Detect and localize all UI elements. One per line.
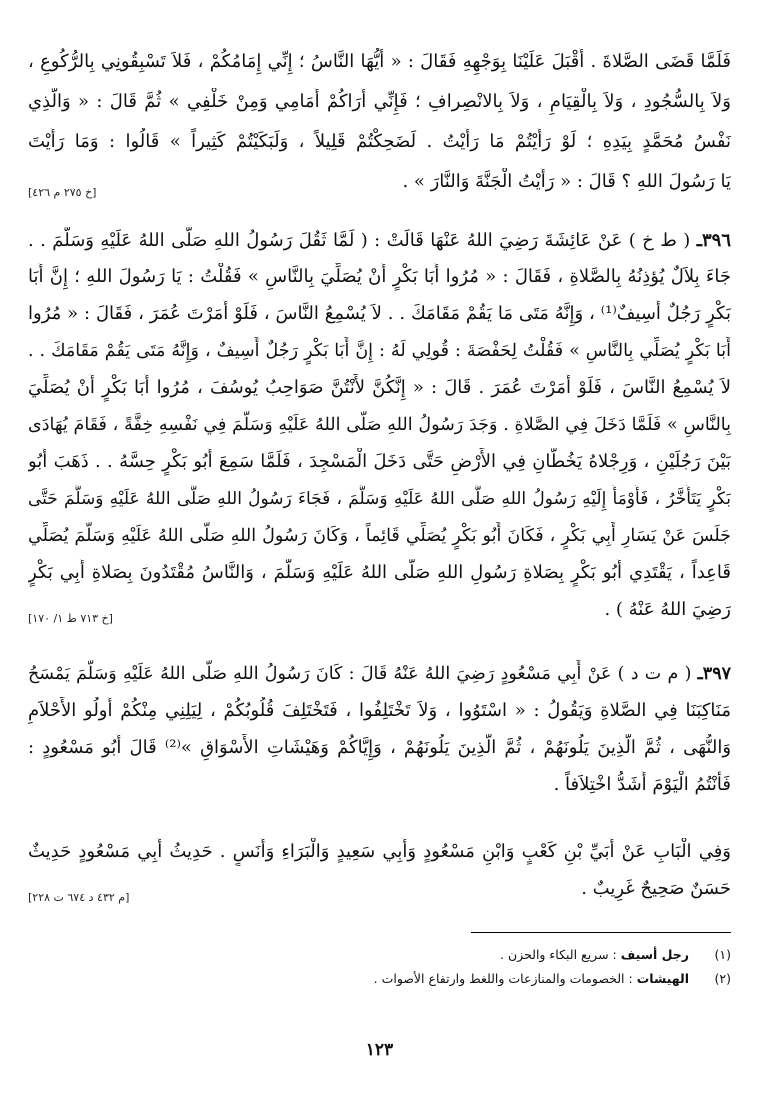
- text-span: ( ط خ ) عَنْ عَائِشَةَ رَضِيَ اللهُ عَنْهَا قَالَتْ : ( لَمَّا ثَقُلَ رَسُولُ اللهِ صَلَّى اللهُ عَلَيْهِ وَسَلَّمَ . .: [28, 230, 691, 251]
- text-line: جَاءَ بِلاَلٌ يُؤذِنُهُ بِالصَّلاةِ ، فَقَالَ : « مُرُوا أَبَا بَكْرٍ أَنْ يُصَلِّيَ بِالنَّاسِ » فَقُلْتُ : يَا رَسُولَ اللهِ ؛ إِنَّ أَبَا: [28, 266, 731, 287]
- hadith-397-first-line: [28, 660, 731, 688]
- footnote-number: (٢): [714, 971, 731, 986]
- text-line: رَضِيَ اللهُ عَنْهُ ) .: [604, 599, 731, 620]
- text-line: حَسَنٌ صَحِيحٌ غَرِيبٌ .: [581, 878, 731, 899]
- text-line: فَلَمَّا قَضَى الصَّلاةَ . أَقْبَلَ عَلَيْنَا بِوَجْهِهِ فَقَالَ : « أَيُّهَا النَّاسُ ؛ إِنِّي إِمَامُكُمْ ، فَلاَ تَسْبِقُونِي بِالرُّكُوعِ ،: [28, 51, 731, 72]
- text-line: بَكْرٍ يَتَأَخَّرُ ، فَأَوْمَأَ إِلَيْهِ رَسُولُ اللهِ صَلَّى اللهُ عَلَيْهِ وَسَلَّمَ ، فَجَاءَ رَسُولُ اللهِ صَلَّى اللهُ عَلَيْهِ وَسَلَّمَ حَتَّى: [28, 489, 731, 509]
- footnote-term: رجل أسيف: [620, 947, 689, 962]
- text-line: يَا رَسُولَ اللهِ ؟ قَالَ : « رَأَيْتُ الْجَنَّةَ وَالنَّارَ » .: [402, 171, 731, 192]
- footnote-number: (١): [714, 947, 731, 962]
- footnote-term: الهيشات: [636, 971, 689, 986]
- hadith-number: ٣٩٦ـ: [696, 230, 731, 251]
- footnote: [28, 946, 731, 964]
- hadith-396-first-line: [28, 227, 731, 255]
- text-line: مَنَاكِبَنَا فِي الصَّلاةِ وَيَقُولُ : « اسْتَوُوا ، وَلاَ تَخْتَلِفُوا ، فَتَخْتَلِفَ قُلُوبُكُمْ ، لِيَلِنِي مِنْكُمْ أُولُو الأَحْلاَمِ: [28, 700, 731, 721]
- footnote-separator: [471, 932, 731, 933]
- reference-citation: [م ٤٣٢ د ٦٧٤ ت ٢٢٨]: [28, 891, 130, 904]
- footnote-text: : الخصومات والمنازعات واللغط وارتفاع الأصوات .: [373, 971, 633, 986]
- text-line: قَاعِداً ، يَقْتَدِي أَبُو بَكْرٍ بِصَلاةِ رَسُولِ اللهِ صَلَّى اللهُ عَلَيْهِ وَسَلَّمَ ، وَالنَّاسُ مُقْتَدُونَ بِصَلاةِ أَبِي بَكْرٍ: [28, 562, 731, 583]
- hadith-number: ٣٩٧ـ: [697, 664, 731, 684]
- text-line: نَفْسُ مُحَمَّدٍ بِيَدِهِ ؛ لَوْ رَأَيْتُمْ مَا رَأَيْتُ . لَضَحِكْتُمْ قَلِيلاً ، وَلَبَكَيْتُمْ كَثِيراً » قَالُوا : وَمَا رَأَيْتَ: [28, 131, 731, 152]
- text-line: وَالنُّهَى ، ثُمَّ الَّذِينَ يَلُونَهُمْ ، ثُمَّ الَّذِينَ يَلُونَهُمْ ، وَإِيَّاكُمْ وَهَيْشَاتِ الأَسْوَاقِ »⁽²⁾ قَالَ أَبُو مَسْعُودٍ :: [28, 737, 731, 758]
- text-line: بَكْرٍ رَجُلٌ أَسِيفٌ⁽¹⁾ ، وَإِنَّهُ مَتَى مَا يَقُمْ مَقَامَكَ . . لاَ يُسْمِعُ النَّاسَ ، فَلَوْ أَمَرْتَ عُمَرَ ، فَقَالَ : « مُرُوا: [28, 303, 731, 324]
- text-line: بِالنَّاسِ » فَلَمَّا دَخَلَ فِي الصَّلاةِ . وَجَدَ رَسُولُ اللهِ صَلَّى اللهُ عَلَيْهِ وَسَلَّمَ فِي نَفْسِهِ خِفَّةً ، فَقَامَ يُهَادَى: [28, 415, 731, 435]
- reference-citation: [خ ٢٧٥ م ٤٢٦]: [28, 186, 97, 199]
- footnote-text: : سريع البكاء والحزن .: [500, 947, 617, 962]
- text-line: فَأَنْتُمُ الْيَوْمَ أَشَدُّ اخْتِلاَفاً .: [553, 774, 731, 795]
- text-span: ( م ت د ) عَنْ أَبِي مَسْعُودٍ رَضِيَ اللهُ عَنْهُ قَالَ : كَانَ رَسُولُ اللهِ صَلَّى اللهُ عَلَيْهِ وَسَلَّمَ يَمْسَحُ: [28, 664, 692, 684]
- footnote: [28, 970, 731, 988]
- reference-citation: [خ ٧١٣ ط ١/ ١٧٠]: [28, 612, 113, 625]
- text-line: وَفِي الْبَابِ عَنْ أُبَيِّ بْنِ كَعْبٍ وَابْنِ مَسْعُودٍ وَأَبِي سَعِيدٍ وَالْبَرَاءِ وَأَنَسٍ . حَدِيثُ أَبِي مَسْعُودٍ حَدِيثٌ: [28, 841, 731, 862]
- text-line: وَلاَ بِالسُّجُودِ ، وَلاَ بِالْقِيَامِ ، وَلاَ بِالانْصِرافِ ؛ فَإِنِّي أَرَاكُمْ أَمَامِي وَمِنْ خَلْفِي » ثُمَّ قَالَ : « وَالَّذِي: [28, 91, 731, 112]
- text-line: لاَ يُسْمِعُ النَّاسَ ، فَلَوْ أَمَرْتَ عُمَرَ . قَالَ : « إِنَّكُنَّ لأَنْتُنَّ صَوَاحِبُ يُوسُفَ ، مُرُوا أَبَا بَكْرٍ أَنْ يُصَلِّيَ: [28, 377, 731, 398]
- page-number: ١٢٣: [365, 1040, 394, 1060]
- text-line: بَيْنَ رَجُلَيْنِ ، وَرِجْلاهُ يَخُطَّانِ فِي الأَرْضِ حَتَّى دَخَلَ الْمَسْجِدَ ، فَلَمَّا سَمِعَ أَبُو بَكْرٍ حِسَّهُ . . ذَهَبَ أَبُو: [28, 451, 731, 472]
- text-line: جَلَسَ عَنْ يَسَارِ أَبِي بَكْرٍ ، فَكَانَ أَبُو بَكْرٍ يُصَلِّي قَائِماً ، وَكَانَ رَسُولُ اللهِ صَلَّى اللهُ عَلَيْهِ وَسَلَّمَ يُصَلِّي: [28, 526, 731, 546]
- text-line: أَبَا بَكْرٍ يُصَلِّي بِالنَّاسِ » فَقُلْتُ لِحَفْصَةَ : قُولِي لَهُ : إِنَّ أَبَا بَكْرٍ رَجُلٌ أَسِيفٌ ، وَإِنَّهُ مَتَى يَقُمْ مَقَامَكَ . .: [28, 341, 731, 361]
